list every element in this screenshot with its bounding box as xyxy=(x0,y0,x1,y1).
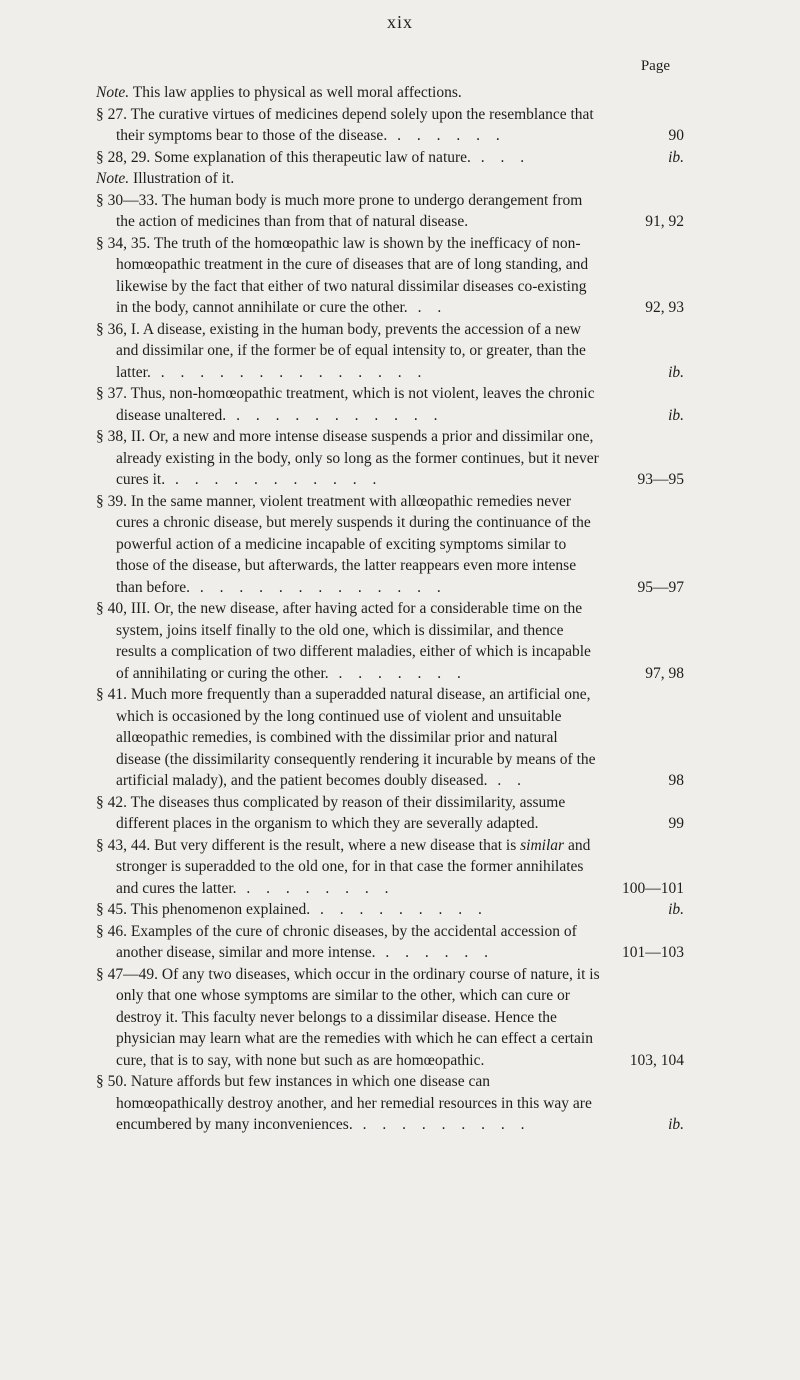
entry-text: Illustration of it. xyxy=(129,170,235,187)
page-reference: 95—97 xyxy=(637,578,684,596)
toc-entry xyxy=(96,104,684,147)
entry-text: § 47—49. Of any two diseases, which occur in the ordinary course of nature, it is only that one whose symptoms are similar to the other, which can cure or destroy it. This faculty never belongs to a dissimilar disease. Hence the physician may learn what are the remedies with which he can effect a certain cure, that is to say, with none but such as are homœopathic. xyxy=(96,965,600,1069)
leader-dots: . . xyxy=(487,772,527,789)
toc-entry xyxy=(96,1071,684,1136)
entry-text: § 38, II. Or, a new and more intense disease suspends a prior and dissimilar one, already existing in the body, only so long as the former continues, but it never cures it. xyxy=(96,428,599,488)
page-reference: 103, 104 xyxy=(629,1051,684,1069)
entry-text: § 27. The curative virtues of medicines depend solely upon the resemblance that their symptoms bear to those of the disease. xyxy=(96,105,594,144)
toc-entry xyxy=(96,319,684,384)
leader-dots: . . . . . . . . . . . xyxy=(165,471,383,488)
page-reference: ib. xyxy=(668,901,684,918)
page-column-label: Page xyxy=(640,58,670,74)
leader-dots: . . . . . . xyxy=(387,127,506,144)
entry-text: § 41. Much more frequently than a superadded natural disease, an artificial one, which is occasioned by the long continued use of violent and unsuitable allœopathic remedies, is combined with the dissimilar prior and natural disease (the dissimilarity consequently rendering it incurable by means of the artificial malady), and the patient becomes doubly diseased. xyxy=(96,686,596,789)
toc-entry xyxy=(96,233,684,319)
page-reference: ib. xyxy=(668,406,684,424)
leader-dots: . . . . . . xyxy=(375,944,495,961)
entry-text: § 46. Examples of the cure of chronic diseases, by the accidental accession of another disease, similar and more intense. xyxy=(96,922,577,961)
entry-text: § 42. The diseases thus complicated by reason of their dissimilarity, assume different places in the organism to which they are severally adapted. xyxy=(96,793,566,832)
entry-text: § 36, I. A disease, existing in the human body, prevents the accession of a new and dissimilar one, if the former be of equal intensity to, or greater, than the latter. xyxy=(96,320,586,381)
page-reference: ib. xyxy=(668,148,684,166)
page-reference: 97, 98 xyxy=(645,664,684,682)
toc-entry xyxy=(96,383,684,426)
page-reference: ib. xyxy=(668,363,684,381)
entry-text: § 40, III. Or, the new disease, after having acted for a considerable time on the system, joins itself finally to the old one, which is dissimilar, and thence results a complication of two different maladies, either of which is incapable of annihilating or curing the other. xyxy=(96,600,591,682)
toc-entry xyxy=(96,147,684,169)
leader-dots: . . . . . . . xyxy=(328,664,467,682)
note-label: Note. xyxy=(96,84,130,101)
toc-entry xyxy=(96,426,684,491)
page-reference: 91, 92 xyxy=(645,213,684,230)
toc-entry xyxy=(96,899,684,921)
toc-entry xyxy=(96,598,684,684)
entry-text: § 30—33. The human body is much more prone to undergo derangement from the action of medicines than from that of natural disease. xyxy=(96,191,583,230)
entry-text: § 34, 35. The truth of the homœopathic law is shown by the inefficacy of non-homœopathic treatment in the cure of diseases that are of long standing, and likewise by the fact that either of two natural dissimilar diseases co-existing in the body, cannot annihilate or cure the other. xyxy=(96,234,589,316)
page-reference: 98 xyxy=(668,772,684,789)
page-reference: 100—101 xyxy=(622,879,684,897)
entry-text: This law applies to physical as well moral affections. xyxy=(129,84,462,101)
toc-entry xyxy=(96,168,684,190)
table-of-contents xyxy=(96,82,684,1136)
leader-dots: . . . . . . . . . xyxy=(352,1116,531,1133)
entry-text: § 39. In the same manner, violent treatment with allœopathic remedies never cures a chronic disease, but merely suspends it during the continuance of the powerful action of a medicine incapable of exciting symptoms similar to those of the disease, but afterwards, the latter reappears even more intense than before. xyxy=(96,492,591,596)
entry-text: § 50. Nature affords but few instances in which one disease can homœopathically destroy another, and her remedial resources in this way are encumbered by many inconveniences. xyxy=(96,1073,592,1133)
note-label: Note. xyxy=(96,170,130,187)
entry-text: § 37. Thus, non-homœopathic treatment, which is not violent, leaves the chronic disease unaltered. xyxy=(96,385,595,424)
page-folio: xix xyxy=(386,12,413,32)
leader-dots: . . . . . . . . . . . xyxy=(226,406,444,424)
leader-dots: . . . . . . . . xyxy=(236,879,395,897)
entry-text: § 43, 44. But very different is the result, where a new disease that is xyxy=(96,836,521,854)
entry-text-continued: and stronger is superadded to the old one, for in that case the former annihilates and cures the latter. xyxy=(116,836,591,897)
page-reference: 92, 93 xyxy=(645,299,684,316)
page-reference: 101—103 xyxy=(622,944,684,961)
entry-text: § 45. This phenomenon explained. xyxy=(96,901,311,918)
page-reference: 93—95 xyxy=(637,471,684,488)
leader-dots: . . . . . . . . . . . . . xyxy=(190,578,447,596)
toc-entry xyxy=(96,82,684,104)
entry-italic-text: similar xyxy=(520,836,565,854)
leader-dots: . . . . . . . . . . . . . . xyxy=(150,363,428,381)
page-reference: 99 xyxy=(668,815,684,832)
toc-entry xyxy=(96,921,684,964)
leader-dots: . . . . . . . . . xyxy=(310,901,488,918)
toc-entry xyxy=(96,964,684,1072)
leader-dots: . . . xyxy=(470,148,531,166)
leader-dots: . . xyxy=(407,299,448,316)
page-reference: 90 xyxy=(668,127,684,144)
toc-entry xyxy=(96,835,684,900)
toc-entry xyxy=(96,792,684,835)
toc-entry xyxy=(96,491,684,599)
toc-entry xyxy=(96,684,684,792)
toc-entry xyxy=(96,190,684,233)
page-reference: ib. xyxy=(668,1116,684,1133)
entry-text: § 28, 29. Some explanation of this therapeutic law of nature. xyxy=(96,148,471,166)
